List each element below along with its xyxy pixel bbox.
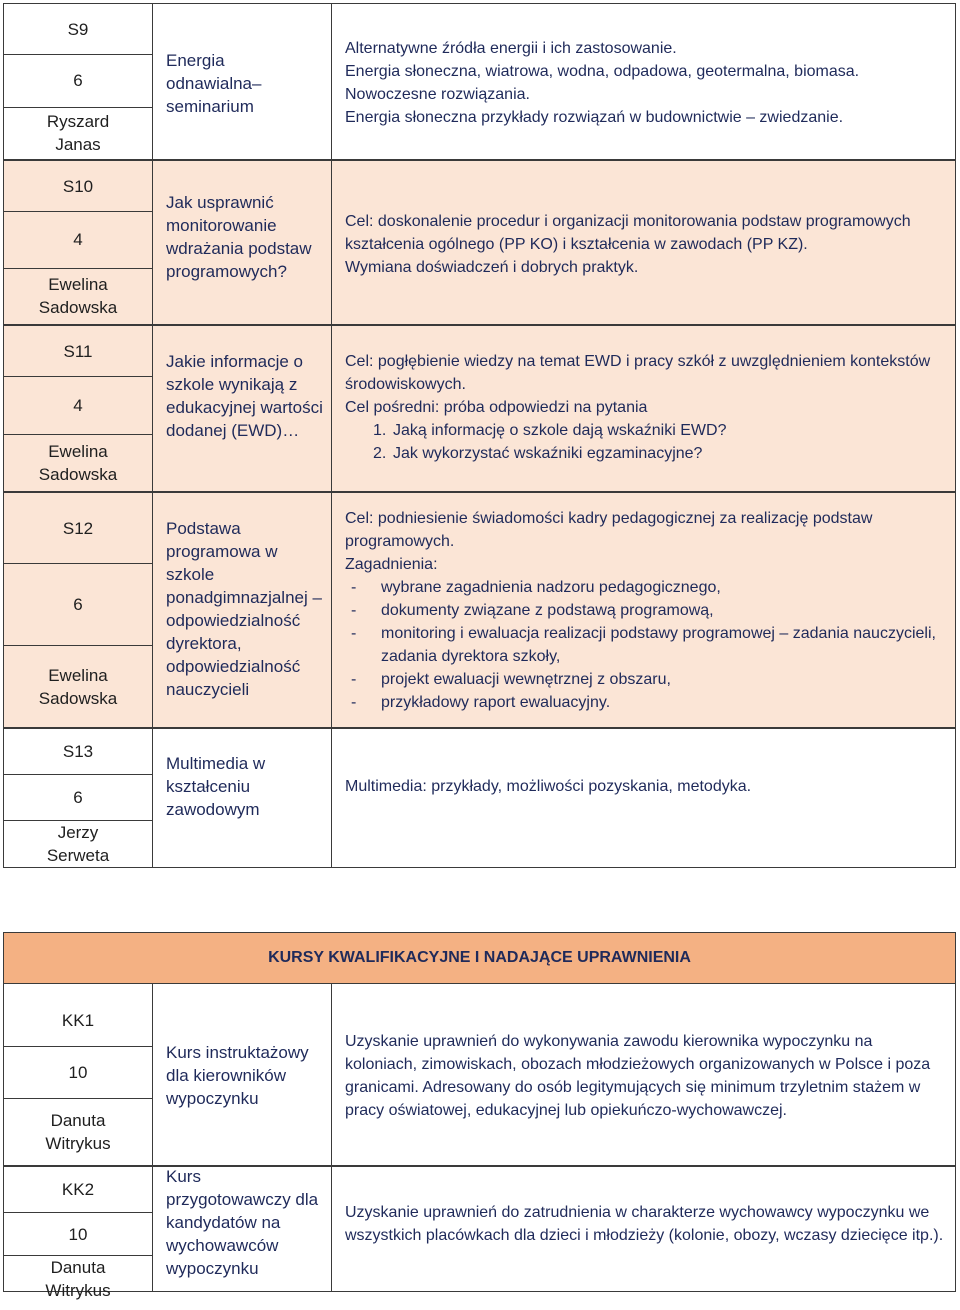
list-item: - przykładowy raport ewaluacyjny. (351, 694, 611, 711)
row-desc-cell (331, 3, 956, 160)
row-id-cell (3, 160, 153, 325)
row-title: Jak usprawnić monitorowanie wdrażania podstaw programowych? (166, 193, 312, 281)
row-id-cell (3, 3, 153, 160)
row-hours: 4 (4, 211, 152, 268)
row-teacher: Jerzy Serweta (4, 820, 152, 867)
row-title: Jakie informacje o szkole wynikają z edukacyjnej wartości dodanej (EWD)… (166, 352, 323, 440)
row-hours: 6 (4, 563, 152, 645)
row-title-cell (152, 728, 332, 868)
row-teacher: Ewelina Sadowska (4, 645, 152, 727)
row-title-cell (152, 3, 332, 160)
row-hours: 10 (4, 1046, 152, 1098)
bullet-list (345, 576, 945, 714)
row-code: KK1 (61, 1010, 95, 1030)
table-row (3, 492, 956, 728)
row-desc-cell (331, 492, 956, 728)
row-description: Uzyskanie uprawnień do wykonywania zawodu kierownika wypoczynku na koloniach, zimowiskach, obozach młodzieżowych organizowanych w Polsce i poza granicami. Adresowany do osób legitymujących się minimum trzyletnim stażem w pracy oświatowej, edukacyjnej lub opiekuńczo-wychowawczej. (345, 1033, 931, 1119)
row-hours: 4 (4, 376, 152, 434)
row-title: Energia odnawialna– seminarium (166, 51, 262, 116)
row-hours: 10 (4, 1212, 152, 1255)
row-desc-cell (331, 728, 956, 868)
row-title-cell (152, 325, 332, 492)
row-id-cell (3, 325, 153, 492)
table-row (3, 160, 956, 325)
row-teacher: Ewelina Sadowska (4, 268, 152, 325)
row-code: S12 (62, 518, 94, 538)
row-code: S11 (63, 341, 93, 361)
row-title: Kurs instruktażowy dla kierowników wypoczynku (166, 1043, 309, 1108)
row-title: Kurs przygotowawczy dla kandydatów na wychowawców wypoczynku (166, 1167, 319, 1278)
row-description: Cel: doskonalenie procedur i organizacji monitorowania podstaw programowych kształcenia ogólnego (PP KO) i kształcenia w zawodach (PP KZ). Wymiana doświadczeń i dobrych praktyk. (345, 213, 911, 276)
row-description: Cel: podniesienie świadomości kadry pedagogicznej za realizację podstaw programowych. Zagadnienia: - wybrane zagadnienia nadzoru pedagogicznego, - dokumenty związane z podstawą programową, - monitoring i ewaluacja realizacji podstawy programowej – zadania nauczycieli, zadania dyrektora szkoły, - projekt ewaluacji wewnętrznej z obszaru, - przykładowy raport ewaluacyjny. (345, 507, 945, 714)
list-item: - wybrane zagadnienia nadzoru pedagogicznego, (351, 579, 721, 596)
row-title: Multimedia w kształceniu zawodowym (166, 754, 266, 819)
list-item: 1. Jaką informację o szkole dają wskaźniki EWD? (373, 422, 727, 439)
table-row (3, 325, 956, 492)
row-teacher: Danuta Witrykus (4, 1098, 152, 1165)
row-teacher: Ryszard Janas (4, 107, 152, 160)
row-id-cell (3, 728, 153, 868)
row-desc-cell (331, 325, 956, 492)
row-desc-cell (331, 984, 956, 1166)
row-teacher: Danuta Witrykus (4, 1255, 152, 1302)
row-title-cell (152, 492, 332, 728)
row-title-cell (152, 1166, 332, 1292)
row-code: KK2 (61, 1180, 95, 1199)
list-item: 2. Jak wykorzystać wskaźniki egzaminacyjne? (373, 445, 703, 462)
list-item: - dokumenty związane z podstawą programową, (351, 602, 714, 619)
list-item: - monitoring i ewaluacja realizacji podstawy programowej – zadania nauczycieli, zadania dyrektora szkoły, (351, 625, 936, 665)
row-id-cell (3, 492, 153, 728)
row-title-cell (152, 984, 332, 1166)
row-description: Multimedia: przykłady, możliwości pozyskania, metodyka. (345, 778, 752, 795)
row-id-cell (3, 1166, 153, 1300)
row-hours: 6 (4, 774, 152, 820)
row-title-cell (152, 160, 332, 325)
section-title: KURSY KWALIFIKACYJNE I NADAJĄCE UPRAWNIENIA (3, 932, 956, 984)
row-desc-cell (331, 1166, 956, 1292)
row-title: Podstawa programowa w szkole ponadgimnazjalnej – odpowiedzialność dyrektora, odpowiedzialność nauczycieli (166, 519, 322, 699)
row-description: Uzyskanie uprawnień do zatrudnienia w charakterze wychowawcy wypoczynku we wszystkich placówkach dla dzieci i młodzieży (kolonie, obozy, wczasy dziecięce itp.). (345, 1204, 944, 1244)
row-code: S9 (67, 19, 89, 39)
table-row (3, 1166, 956, 1300)
list-item: - projekt ewaluacji wewnętrznej z obszaru, (351, 671, 671, 688)
table-row (3, 984, 956, 1166)
row-id-cell (3, 984, 153, 1166)
row-hours: 6 (4, 54, 152, 107)
row-description: Alternatywne źródła energii i ich zastosowanie. Energia słoneczna, wiatrowa, wodna, odpadowa, geotermalna, biomasa. Nowoczesne rozwiązania. Energia słoneczna przykłady rozwiązań w budownictwie – zwiedzanie. (345, 40, 860, 126)
row-code: S13 (62, 742, 94, 761)
numbered-list (345, 419, 945, 465)
row-description: Cel: pogłębienie wiedzy na temat EWD i pracy szkół z uwzględnieniem kontekstów środowiskowych. Cel pośredni: próba odpowiedzi na pytania 1. Jaką informację o szkole dają wskaźniki EWD? 2. Jak wykorzystać wskaźniki egzaminacyjne? (345, 350, 945, 465)
table-row (3, 728, 956, 868)
table-row (3, 3, 956, 160)
row-teacher: Ewelina Sadowska (4, 434, 152, 492)
row-code: S10 (62, 176, 94, 196)
row-desc-cell (331, 160, 956, 325)
